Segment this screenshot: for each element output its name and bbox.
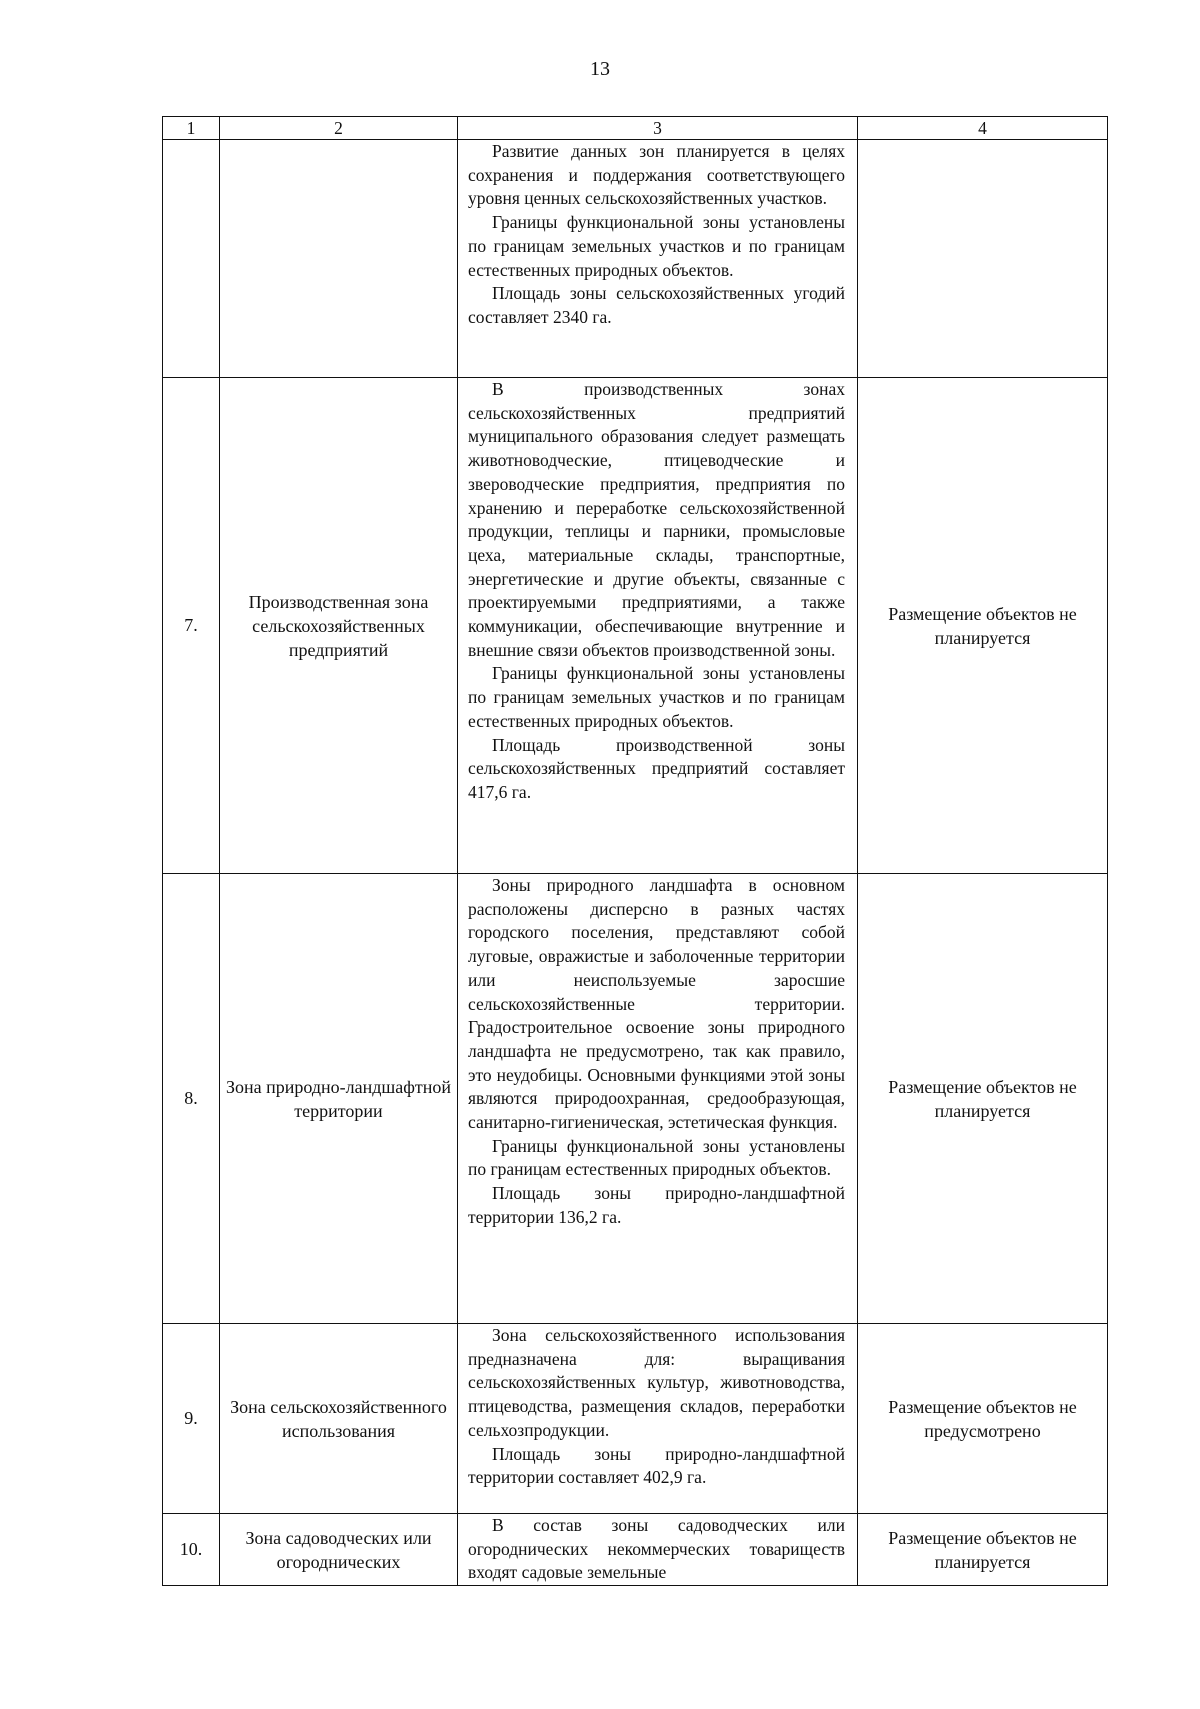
zone-plan: Размещение объектов не планируется: [858, 378, 1108, 874]
table-row: [163, 1514, 1108, 1586]
row-number: [163, 140, 220, 378]
description-paragraph: Границы функциональной зоны установлены по границам земельных участков и по границам естественных природных объектов.: [468, 212, 845, 280]
description-paragraph: Площадь зоны природно-ландшафтной территории составляет 402,9 га.: [468, 1443, 845, 1488]
zone-description: [458, 378, 858, 874]
description-paragraph: Границы функциональной зоны установлены по границам земельных участков и по границам естественных природных объектов.: [468, 663, 845, 731]
zone-plan: Размещение объектов не планируется: [858, 874, 1108, 1324]
table-row: [163, 140, 1108, 378]
row-number: 10.: [163, 1514, 220, 1586]
description-paragraph: Зона сельскохозяйственного использования предназначена для: выращивания сельскохозяйственных культур, животноводства, птицеводства, размещения складов, переработки сельхозпродукции.: [468, 1325, 845, 1440]
description-paragraph: Границы функциональной зоны установлены по границам естественных природных объектов.: [468, 1135, 845, 1180]
zone-description: [458, 1514, 858, 1586]
zones-table: [162, 116, 1108, 1586]
zone-plan: [858, 140, 1108, 378]
header-cell: 4: [858, 117, 1108, 140]
description-paragraph: В производственных зонах сельскохозяйственных предприятий муниципального образования следует размещать животноводческие, птицеводческие и звероводческие предприятия, предприятия по хранению и переработке сельскохозяйственной продукции, теплицы и парники, промысловые цеха, материальные склады, транспортные, энергетические и другие объекты, связанные с проектируемыми предприятиями, а также коммуникации, обеспечивающие внутренние и внешние связи объектов производственной зоны.: [468, 379, 845, 660]
zone-description: [458, 1324, 858, 1514]
description-paragraph: Площадь зоны природно-ландшафтной территории 136,2 га.: [468, 1183, 845, 1227]
zone-name: Зона природно-ландшафтной территории: [220, 874, 458, 1324]
zone-description: [458, 140, 858, 378]
zone-name: [220, 140, 458, 378]
zone-plan: Размещение объектов не предусмотрено: [858, 1324, 1108, 1514]
header-cell: 3: [458, 117, 858, 140]
description-paragraph: Площадь зоны сельскохозяйственных угодий составляет 2340 га.: [468, 283, 845, 327]
table-header-row: [163, 117, 1108, 140]
zone-name: Зона сельскохозяйственного использования: [220, 1324, 458, 1514]
table-row: [163, 1324, 1108, 1514]
row-number: 7.: [163, 378, 220, 874]
row-number: 9.: [163, 1324, 220, 1514]
description-paragraph: Площадь производственной зоны сельскохозяйственных предприятий составляет 417,6 га.: [468, 734, 845, 802]
description-paragraph: Развитие данных зон планируется в целях сохранения и поддержания соответствующего уровня ценных сельскохозяйственных участков.: [468, 141, 845, 209]
description-paragraph: Зоны природного ландшафта в основном расположены дисперсно в разных частях городского поселения, представляют собой луговые, овражистые и заболоченные территории или неиспользуемые заросшие сельскохозяйственные территории. Градостроительное освоение зоны природного ландшафта не предусмотрено, так как правило, это неудобицы. Основными функциями этой зоны являются природоохранная, средообразующая, санитарно-гигиеническая, эстетическая функция.: [468, 875, 845, 1133]
row-number: 8.: [163, 874, 220, 1324]
zone-name: Производственная зона сельскохозяйственных предприятий: [220, 378, 458, 874]
header-cell: 1: [163, 117, 220, 140]
page-number: 13: [590, 58, 610, 80]
table-row: [163, 378, 1108, 874]
description-paragraph: В состав зоны садоводческих или огороднических некоммерческих товариществ входят садовые земельные: [468, 1515, 845, 1583]
table-row: [163, 874, 1108, 1324]
zone-name: Зона садоводческих или огороднических: [220, 1514, 458, 1586]
zone-plan: Размещение объектов не планируется: [858, 1514, 1108, 1586]
zone-description: [458, 874, 858, 1324]
header-cell: 2: [220, 117, 458, 140]
